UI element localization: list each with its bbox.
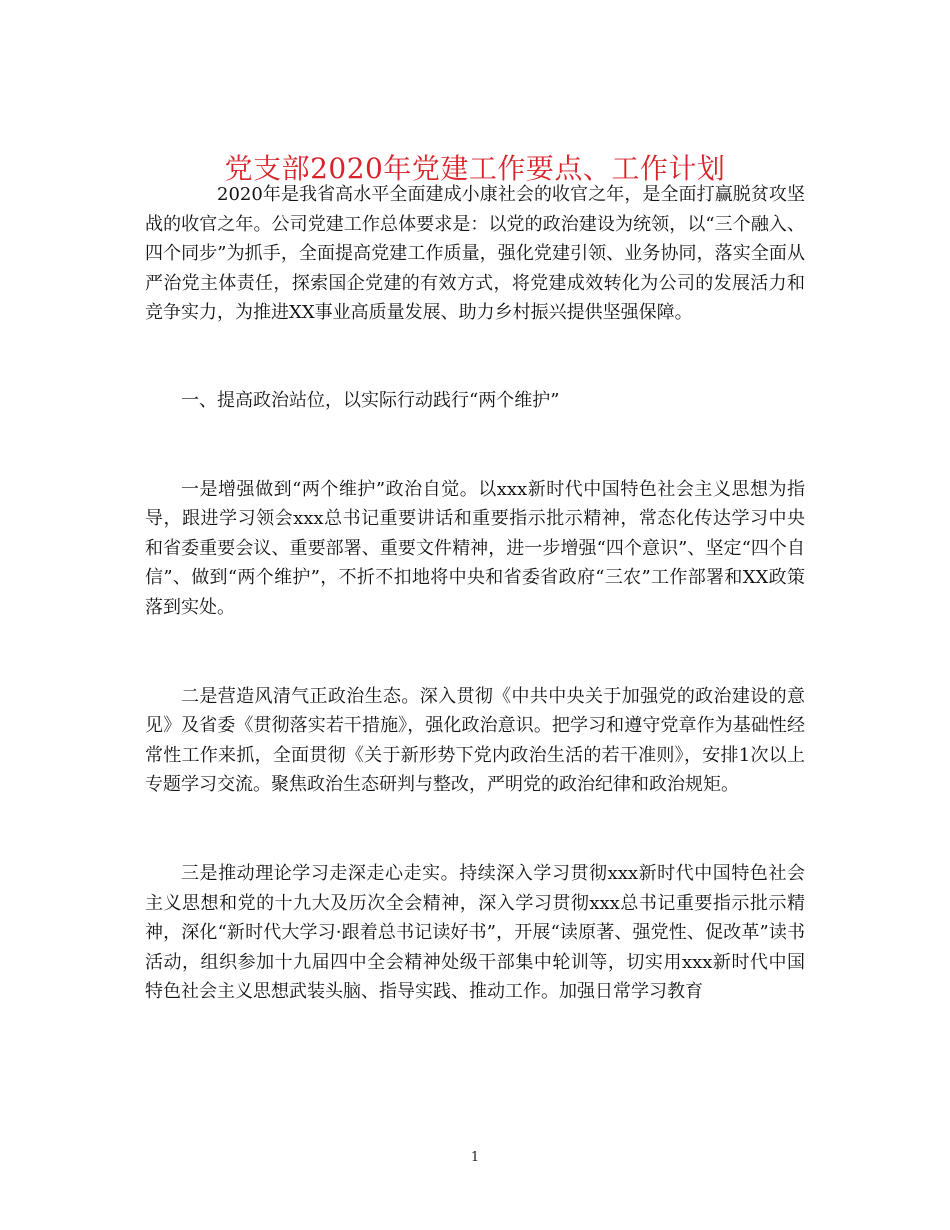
paragraph-3: 三是推动理论学习走深走心走实。持续深入学习贯彻xxx新时代中国特色社会主义思想和党的十九大及历次全会精神，深入学习贯彻xxx总书记重要指示批示精神，深化“新时代大学习·跟着总书记读好书”，开展“读原著、强党性、促改革”读书活动，组织参加十九届四中全会精神处级干部集中轮训等，切实用xxx新时代中国特色社会主义思想武装头脑、指导实践、推动工作。加强日常学习教育: [145, 862, 805, 1003]
page-number: 1: [470, 1150, 480, 1165]
paragraph-2: 二是营造风清气正政治生态。深入贯彻《中共中央关于加强党的政治建设的意见》及省委《贯彻落实若干措施》，强化政治意识。把学习和遵守党章作为基础性经常性工作来抓，全面贯彻《关于新形势下党内政治生活的若干准则》，安排1次以上专题学习交流。聚焦政治生态研判与整改，严明党的政治纪律和政治规矩。: [145, 685, 805, 796]
document-body: [145, 180, 805, 1007]
paragraph-1: 一是增强做到“两个维护”政治自觉。以xxx新时代中国特色社会主义思想为指导，跟进学习领会xxx总书记重要讲话和重要指示批示精神，常态化传达学习中央和省委重要会议、重要部署、重要文件精神，进一步增强“四个意识”、坚定“四个自信”、做到“两个维护”，不折不扣地将中央和省委省政府“三农”工作部署和XX政策落到实处。: [145, 478, 805, 618]
intro-paragraph: 2020年是我省高水平全面建成小康社会的收官之年，是全面打赢脱贫攻坚战的收官之年。公司党建工作总体要求是：以党的政治建设为统领，以“三个融入、四个同步”为抓手，全面提高党建工作质量，强化党建引领、业务协同，落实全面从严治党主体责任，探索国企党建的有效方式，将党建成效转化为公司的发展活力和竞争实力，为推进XX事业高质量发展、助力乡村振兴提供坚强保障。: [145, 184, 805, 324]
section-heading-1: 一、提高政治站位，以实际行动践行“两个维护”: [181, 389, 560, 411]
document-title: 党支部2020年党建工作要点、工作计划: [224, 151, 726, 185]
